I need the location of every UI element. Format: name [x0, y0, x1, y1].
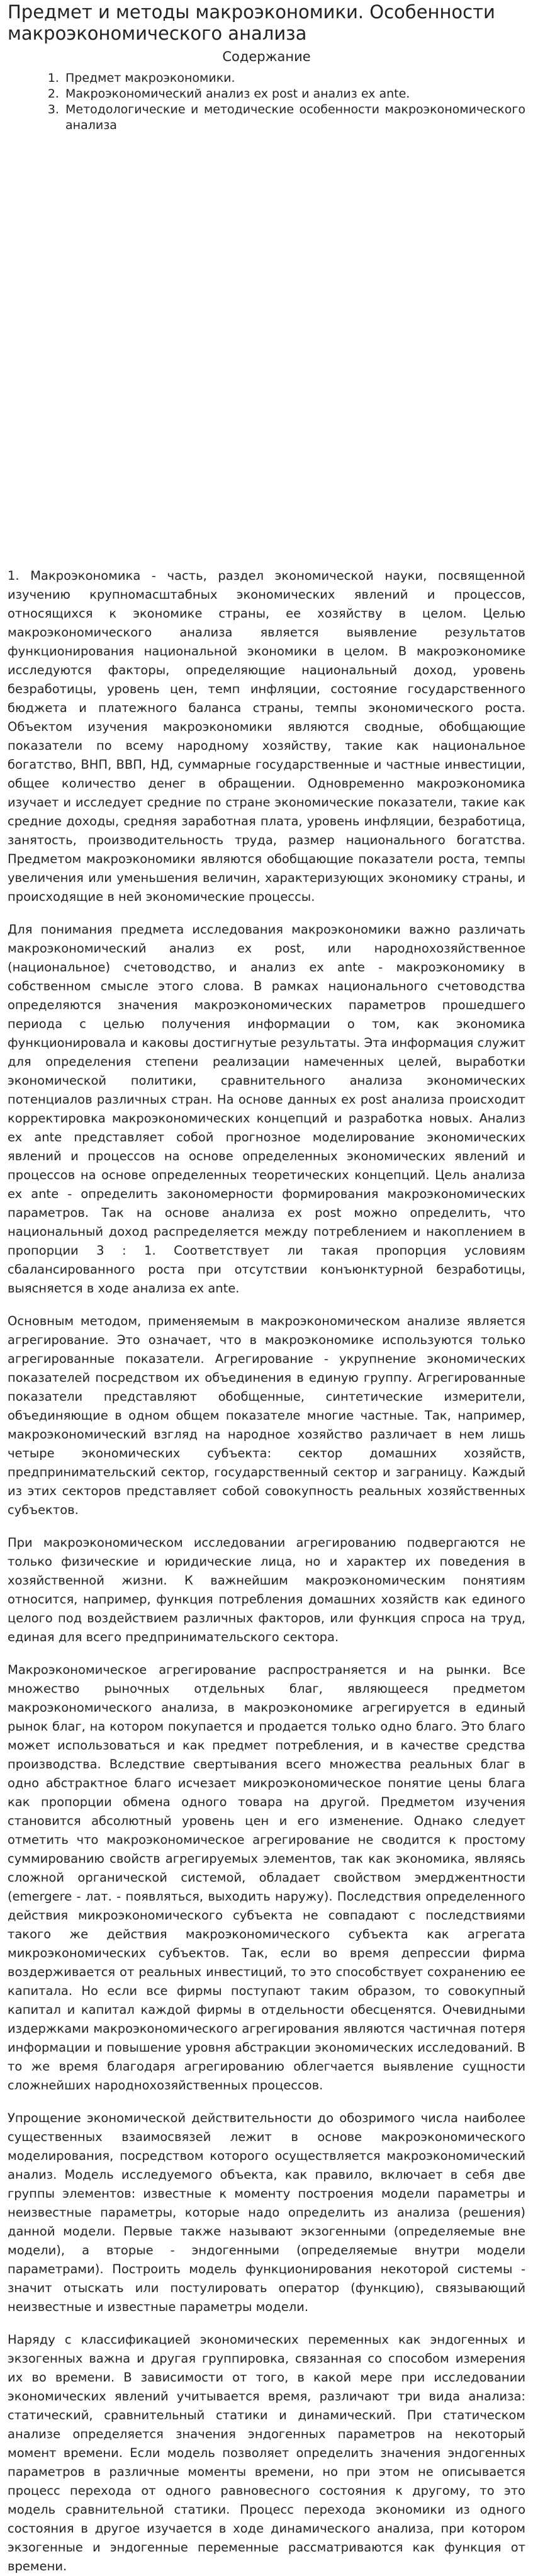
paragraph: Упрощение экономической действительности до обозримого числа наиболее существенных взаимосвязей лежит в основе макроэкономического моделирования, посредством которого осуществляется макроэкономический анализ. Модель исследуемого объекта, как правило, включает в себя две группы элементов: известные к моменту построения модели параметры и неизвестные параметры, которые надо определить из анализа (решения) данной модели. Первые также называют экзогенными (определяемые вне модели), а вторые - эндогенными (определяемые внутри модели параметрами). Построить модель функционирования некоторой системы - значит отыскать или постулировать оператор (функцию), связывающий неизвестные и известные параметры модели.: [8, 2111, 525, 2314]
paragraph: При макроэкономическом исследовании агрегированию подвергаются не только физические и юридические лица, но и характер их поведения в хозяйственной жизни. К важнейшим макроэкономическим понятиям относится, например, функция потребления домашних хозяйств как единого целого под воздействием различных факторов, или функция спроса на труд, единая для всего предпринимательского сектора.: [8, 1535, 525, 1644]
page-title: Предмет и методы макроэкономики. Особенности макроэкономического анализа: [8, 1, 495, 44]
table-of-contents: [40, 71, 525, 133]
blank-space: [8, 133, 525, 567]
toc-item: 1. Предмет макроэкономики.: [63, 71, 525, 86]
toc-heading: Содержание: [222, 49, 311, 64]
paragraph: Для понимания предмета исследования макроэкономики важно различать макроэкономический анализ ex post, или народнохозяйственное (национальное) счетоводство, и анализ ex ante - макроэкономику в собственном смысле этого слова. В рамках национального счетоводства определяются значения макроэкономических параметров прошедшего периода с целью получения информации о том, как экономика функционировала и каковы достигнутые результаты. Эта информация служит для определения степени реализации намеченных целей, выработки экономической политики, сравнительного анализа экономических потенциалов различных стран. На основе данных ex post анализа происходит корректировка макроэкономических концепций и разработка новых. Анализ ex ante представляет собой прогнозное моделирование экономических явлений и процессов на основе определенных экономических явлений и процессов на основе определенных теоретических концепций. Цель анализа ex ante - определить закономерности формирования макроэкономических параметров. Так на основе анализа ex post можно определить, что национальный доход распределяется между потреблением и накоплением в пропорции 3 : 1. Соответствует ли такая пропорция условиям сбалансированного роста при отсутствии конъюнктурной безработицы, выясняется в ходе анализа ex ante.: [8, 922, 525, 1296]
paragraph: Основным методом, применяемым в макроэкономическом анализе является агрегирование. Это означает, что в макроэкономике используются только агрегированные показатели. Агрегирование - укрупнение экономических показателей посредством их объединения в единую группу. Агрегированные показатели представляют обобщенные, синтетические измерители, объединяющие в одном общем показателе многие частные. Так, например, макроэкономический взгляд на народное хозяйство различает в нем лишь четыре экономических субъекта: сектор домашних хозяйств, предпринимательский сектор, государственный сектор и заграницу. Каждый из этих секторов представляет собой совокупность реальных хозяйственных субъектов.: [8, 1314, 525, 1517]
paragraph: Макроэкономическое агрегирование распространяется и на рынки. Все множество рыночных отдельных благ, являющееся предметом макроэкономического анализа, в макроэкономике агрегируется в единый рынок благ, на котором покупается и продается только одно благо. Это благо может использоваться и как предмет потребления, и в качестве средства производства. Вследствие свертывания всего множества реальных благ в одно абстрактное благо исчезает микроэкономическое понятие цены блага как пропорции обмена одного товара на другой. Предметом изучения становится абсолютный уровень цен и его изменение. Однако следует отметить что макроэкономическое агрегирование не сводится к простому суммированию свойств агрегируемых элементов, так как экономика, являясь сложной органической системой, обладает свойством эмерджентности (emergere - лат. - появляться, выходить наружу). Последствия определенного действия микроэкономического субъекта не совпадают с последствиями такого же действия макроэкономического субъекта как агрегата микроэкономических субъектов. Так, если во время депрессии фирма воздерживается от реальных инвестиций, то это способствует сохранению ее капитала. Но если все фирмы поступают таким образом, то совокупный капитал и капитал каждой фирмы в отдельности обесценятся. Очевидными издержками макроэкономического агрегирования являются частичная потеря информации и повышение уровня абстракции экономических исследований. В то же время благодаря агрегированию облегчается выявление сущности сложнейших народнохозяйственных процессов.: [8, 1663, 525, 2093]
toc-item: 3. Методологические и методические особенности макроэкономического анализа: [63, 102, 525, 133]
paragraph: 1. Макроэкономика - часть, раздел экономической науки, посвященной изучению крупномасштабных экономических явлений и процессов, относящихся к экономике страны, ее хозяйству в целом. Целью макроэкономического анализа является выявление результатов функционирования национальной экономики в целом. В макроэкономике исследуются факторы, определяющие национальный доход, уровень безработицы, уровень цен, темп инфляции, состояние государственного бюджета и платежного баланса страны, темпы экономического роста. Объектом изучения макроэкономики являются сводные, обобщающие показатели по всему народному хозяйству, такие как национальное богатство, ВНП, ВВП, НД, суммарные государственные и частные инвестиции, общее количество денег в обращении. Одновременно макроэкономика изучает и исследует средние по стране экономические показатели, такие как средние доходы, средняя заработная плата, уровень инфляции, безработица, занятость, производительность труда, размер национального богатства. Предметом макроэкономики являются обобщающие показатели роста, темпы увеличения или уменьшения величин, характеризующих экономику страны, и происходящие в ней экономические процессы.: [8, 568, 525, 904]
paragraph: Наряду с классификацией экономических переменных как эндогенных и экзогенных важна и другая группировка, связанная со способом измерения их во времени. В зависимости от того, в какой мере при исследовании экономических явлений учитывается время, различают три вида анализа: статический, сравнительный статики и динамический. При статическом анализе определяется значения эндогенных параметров на некоторый момент времени. Если модель позволяет определить значения эндогенных параметров в различные моменты времени, но при этом не описывается процесс перехода от одного равновесного состояния к другому, то это модель сравнительной статики. Процесс перехода экономики из одного состояния в другое изучается в ходе динамического анализа, при котором экзогенные и эндогенные переменные рассматриваются как функция от времени.: [8, 2332, 525, 2573]
toc-item: 2. Макроэкономический анализ ex post и анализ ex ante.: [63, 86, 525, 102]
